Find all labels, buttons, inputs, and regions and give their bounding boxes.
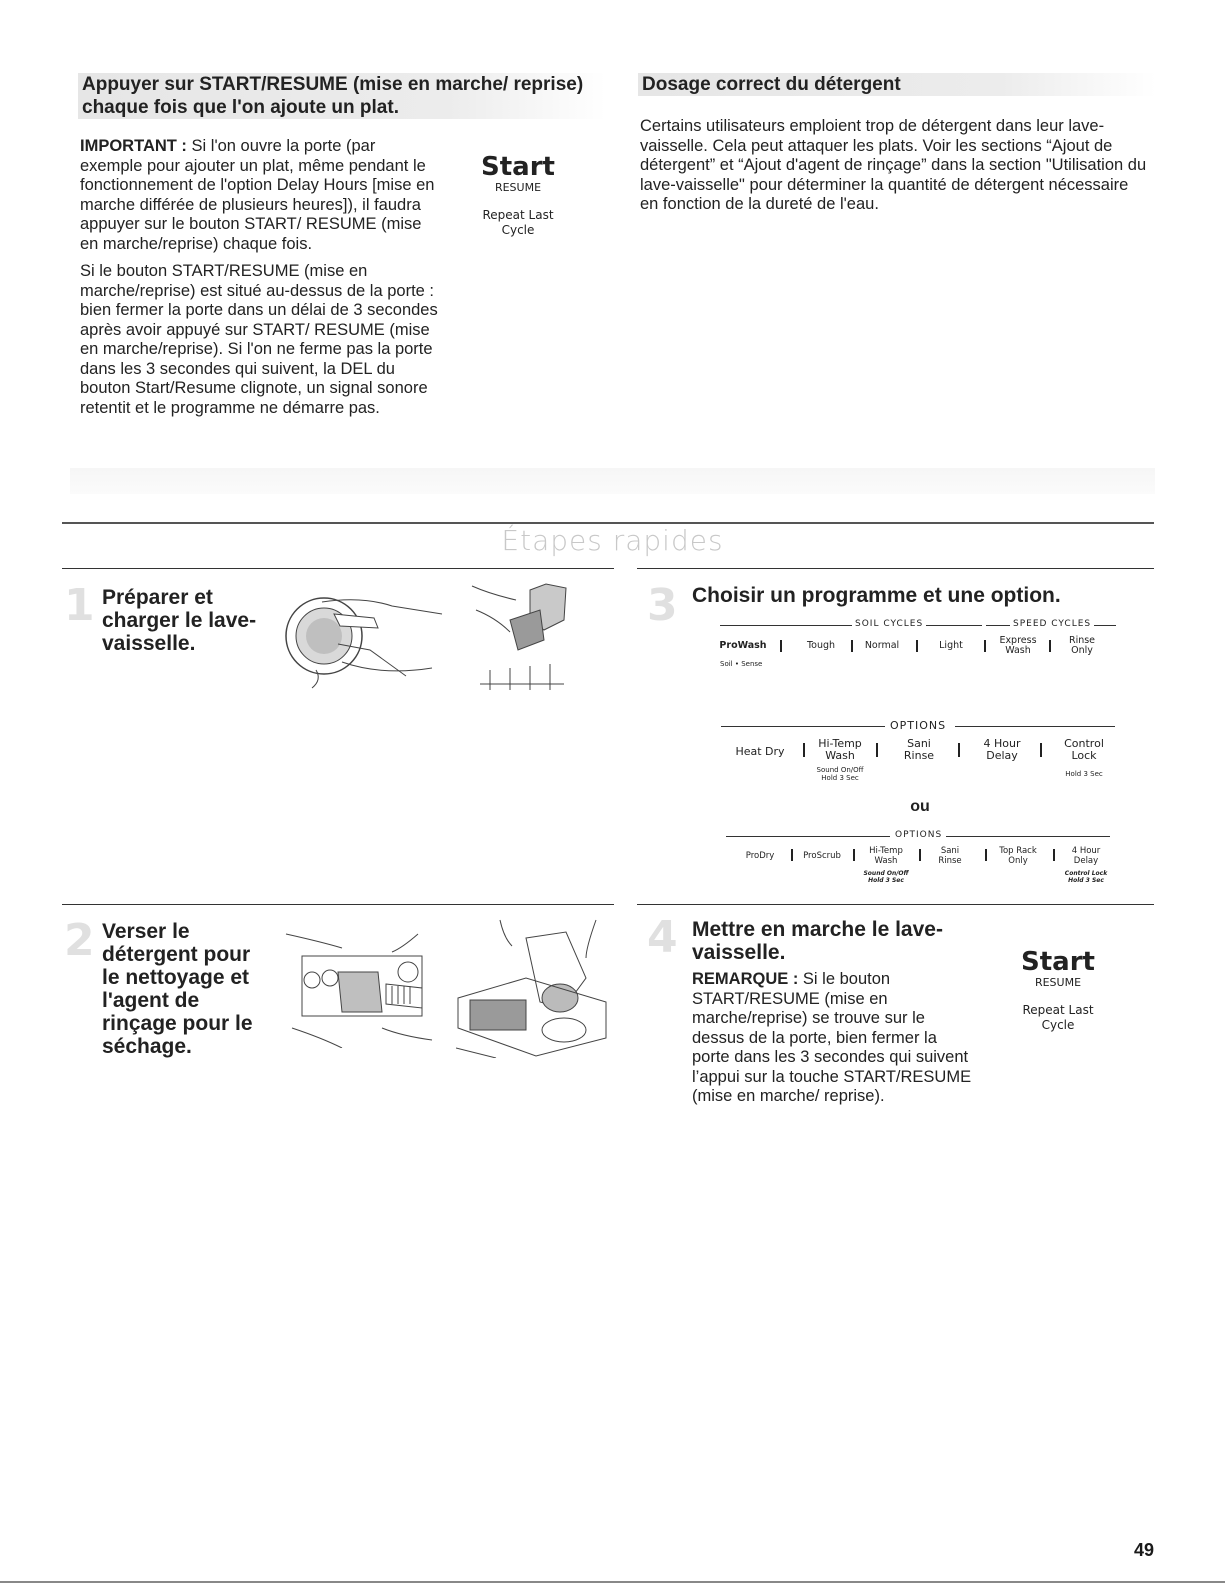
start-button-illustration-2 [1008, 948, 1108, 1033]
option-heat-dry[interactable]: Heat Dry [735, 745, 785, 758]
hold-label: Hold 3 Sec [1068, 877, 1104, 884]
start-button-illustration [468, 153, 568, 238]
decorative-band [70, 468, 1155, 494]
important-paragraph: IMPORTANT : Si l'on ouvre la porte (par exemple pour ajouter un plat, même pendant le fonctionnement de l'option Delay Hours [mise en marche différée de plusieurs heures]), il faudra appuyer sur le bouton START/ RESUME (mise en marche/reprise) chaque fois. [80, 137, 435, 253]
step-4-title: Mettre en marche le lave-vaisselle. [692, 918, 943, 964]
cycle-prowash[interactable]: ProWash [719, 640, 767, 651]
door-paragraph: Si le bouton START/RESUME (mise en marche/reprise) est situé au-dessus de la porte : bien fermer la porte dans un délai de 3 secondes après avoir appuyé sur START/ RESUME (mise en marche/reprise). Si l'on ne ferme pas la porte dans les 3 secondes qui suivent, la DEL du bouton Start/Resume clignote, un signal sonore retentit et le programme ne démarre pas. [80, 262, 438, 417]
soil-sense-label: Soil • Sense [720, 660, 763, 668]
control-lock-label-2: Control Lock [1064, 870, 1108, 877]
divider [780, 640, 782, 652]
cycle-light[interactable]: Light [939, 640, 963, 651]
page-number: 49 [1133, 1540, 1154, 1560]
option-top-rack-only[interactable]: Top Rack Only [999, 846, 1037, 866]
options-rule-left [721, 726, 885, 727]
sound-label-2: Sound On/Off [863, 870, 909, 877]
option-4-hour-delay-2[interactable]: 4 Hour Delay [1071, 846, 1101, 866]
hold-label: Hold 3 Sec [821, 774, 859, 782]
section-rule-right [637, 568, 1154, 569]
divider [1049, 640, 1051, 652]
options2-rule-right [946, 836, 1110, 837]
option-sani-rinse-2[interactable]: Sani Rinse [938, 846, 962, 866]
hold-label: Hold 3 Sec [868, 877, 904, 884]
step-2-title: Verser le détergent pour le nettoyage et l'agent de rinçage pour le séchage. [102, 920, 253, 1058]
detergent-dispenser-illustration [282, 928, 450, 1048]
sound-label: Sound On/Off [816, 766, 864, 774]
step-3-title: Choisir un programme et une option. [692, 584, 1061, 607]
cycle-normal[interactable]: Normal [864, 640, 900, 651]
option-proscrub[interactable]: ProScrub [803, 851, 841, 861]
start-label: Start [1021, 947, 1095, 977]
options2-label: OPTIONS [895, 830, 943, 840]
section-rule-left [62, 568, 614, 569]
speed-cycles-rule-left [986, 625, 1010, 626]
divider [853, 849, 855, 861]
divider [984, 640, 986, 652]
soil-cycles-rule-left [720, 625, 852, 626]
rinse-aid-bottle-illustration [456, 918, 610, 1058]
options2-rule-left [726, 836, 890, 837]
resume-label: RESUME [494, 181, 542, 194]
soil-cycles-label: SOIL CYCLES [855, 619, 924, 629]
divider [958, 743, 960, 757]
cycle-label: Cycle [501, 223, 535, 237]
option-prodry[interactable]: ProDry [745, 851, 775, 861]
speed-cycles-rule-right [1094, 625, 1116, 626]
step-separator-right [637, 904, 1154, 905]
divider [1040, 743, 1042, 757]
cycle-tough[interactable]: Tough [806, 640, 836, 651]
cycle-express-wash[interactable]: Express Wash [999, 635, 1037, 656]
cycle-label: Cycle [1041, 1018, 1075, 1032]
step-separator-left [62, 904, 614, 905]
dishwasher-rack-illustration [470, 580, 570, 692]
divider [1053, 849, 1055, 861]
plate-illustration [282, 584, 450, 704]
option-hi-temp-wash-2[interactable]: Hi-Temp Wash [869, 846, 903, 866]
divider [985, 849, 987, 861]
divider [851, 640, 853, 652]
divider [919, 849, 921, 861]
note-label: REMARQUE : [692, 970, 799, 988]
hold-label: Hold 3 Sec [1065, 770, 1103, 778]
ou-label: ou [910, 798, 930, 815]
divider [803, 743, 805, 757]
top-right-body: Certains utilisateurs emploient trop de détergent dans leur lave-vaisselle. Cela peut attaquer les plats. Voir les sections “Ajout de détergent” et “Ajout d'agent de rinçage” dans la section "Utilisation du lave-vaisselle" pour déterminer la quantité de détergent nécessaire en fonction de la dureté de l'eau. [640, 117, 1147, 213]
step-2-number: 2 [64, 915, 95, 966]
repeat-label: Repeat Last [1022, 1003, 1094, 1017]
step-4-note: REMARQUE : Si le bouton START/RESUME (mise en marche/reprise) se trouve sur le dessus de la porte, bien fermer la porte dans les 3 secondes qui suivent l’appui sur la touche START/RESUME (mise en marche/ reprise). [692, 970, 972, 1105]
speed-cycles-label: SPEED CYCLES [1013, 619, 1092, 629]
option-sani-rinse[interactable]: Sani Rinse [903, 737, 935, 762]
soil-cycles-rule-right [926, 625, 982, 626]
start-label: Start [481, 152, 555, 182]
step-3-number: 3 [647, 580, 678, 631]
step-4-number: 4 [647, 912, 678, 963]
resume-label: RESUME [1034, 976, 1082, 989]
top-left-body [80, 137, 442, 426]
options-label: OPTIONS [890, 719, 947, 732]
option-control-lock[interactable]: Control Lock [1064, 737, 1104, 762]
step-1-title: Préparer et charger le lave-vaisselle. [102, 586, 257, 655]
top-left-heading: Appuyer sur START/RESUME (mise en marche/ reprise) chaque fois que l'on ajoute un plat. [78, 73, 606, 119]
option-hi-temp-wash[interactable]: Hi-Temp Wash [818, 737, 862, 762]
divider [791, 849, 793, 861]
repeat-label: Repeat Last [482, 208, 554, 222]
section-title: Étapes rapides [501, 524, 724, 557]
step-1-number: 1 [64, 580, 95, 631]
divider [916, 640, 918, 652]
top-right-heading: Dosage correct du détergent [638, 73, 1156, 96]
options-rule-right [955, 726, 1115, 727]
option-4-hour-delay[interactable]: 4 Hour Delay [983, 737, 1021, 762]
page-bottom-rule [0, 1581, 1225, 1583]
cycle-rinse-only[interactable]: Rinse Only [1068, 635, 1096, 656]
divider [876, 743, 878, 757]
